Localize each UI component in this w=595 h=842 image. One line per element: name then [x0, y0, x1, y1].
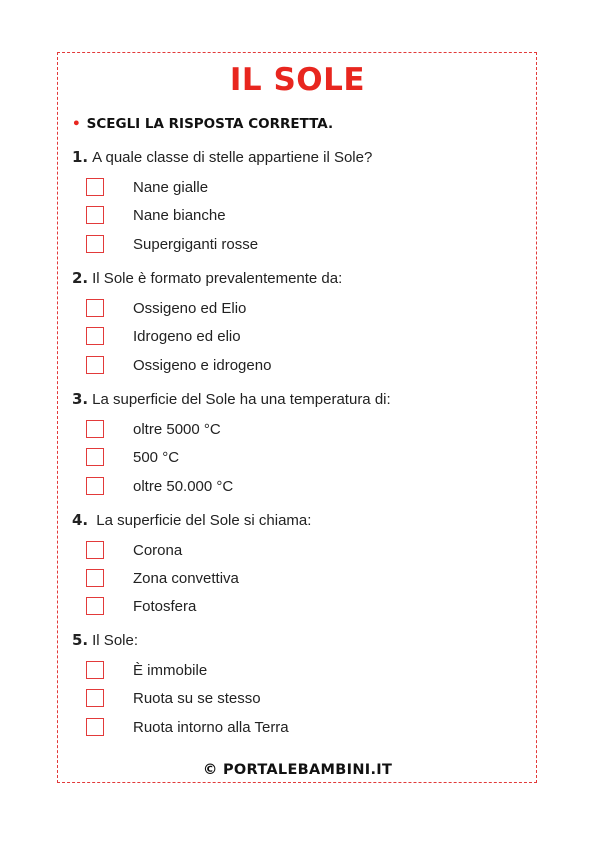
option-label: Ruota su se stesso — [133, 690, 261, 707]
checkbox[interactable] — [86, 178, 104, 196]
question-number: 5. — [72, 631, 89, 649]
question-2 — [72, 269, 342, 287]
option-label: È immobile — [133, 662, 208, 679]
question-number: 4. — [72, 511, 89, 529]
checkbox[interactable] — [86, 206, 104, 224]
page-title: IL SOLE — [229, 62, 366, 98]
bullet-icon: • — [72, 116, 81, 132]
option-label: Corona — [133, 542, 183, 559]
question-number: 1. — [72, 148, 89, 166]
option-label: Idrogeno ed elio — [133, 328, 241, 345]
option-label: oltre 5000 °C — [133, 421, 221, 438]
option-label: Nane gialle — [133, 179, 209, 196]
checkbox[interactable] — [86, 235, 104, 253]
question-text: Il Sole è formato prevalentemente da: — [92, 270, 343, 287]
question-1 — [72, 148, 372, 166]
instruction-line — [72, 116, 333, 132]
option-label: Nane bianche — [133, 207, 226, 224]
checkbox[interactable] — [86, 661, 104, 679]
option-label: 500 °C — [133, 449, 180, 466]
question-number: 3. — [72, 390, 89, 408]
checkbox[interactable] — [86, 569, 104, 587]
question-text: Il Sole: — [92, 632, 138, 649]
checkbox[interactable] — [86, 327, 104, 345]
checkbox[interactable] — [86, 718, 104, 736]
option-label: Ossigeno e idrogeno — [133, 357, 272, 374]
option-label: Ossigeno ed Elio — [133, 300, 247, 317]
checkbox[interactable] — [86, 689, 104, 707]
copyright-footer: © PORTALEBAMBINI.IT — [202, 762, 393, 778]
question-5 — [72, 631, 138, 649]
checkbox[interactable] — [86, 299, 104, 317]
option-label: Supergiganti rosse — [133, 236, 259, 253]
checkbox[interactable] — [86, 356, 104, 374]
option-label: oltre 50.000 °C — [133, 478, 234, 495]
question-text: A quale classe di stelle appartiene il Sole? — [92, 149, 373, 166]
checkbox[interactable] — [86, 420, 104, 438]
instruction-text: SCEGLI LA RISPOSTA CORRETTA. — [86, 116, 334, 132]
checkbox[interactable] — [86, 477, 104, 495]
checkbox[interactable] — [86, 541, 104, 559]
question-4 — [72, 511, 311, 529]
checkbox[interactable] — [86, 448, 104, 466]
option-label: Zona convettiva — [133, 570, 239, 587]
question-number: 2. — [72, 269, 89, 287]
question-text: La superficie del Sole ha una temperatura di: — [92, 391, 391, 408]
checkbox[interactable] — [86, 597, 104, 615]
question-3 — [72, 390, 391, 408]
option-label: Ruota intorno alla Terra — [133, 719, 289, 736]
question-text: La superficie del Sole si chiama: — [92, 512, 312, 529]
option-label: Fotosfera — [133, 598, 197, 615]
